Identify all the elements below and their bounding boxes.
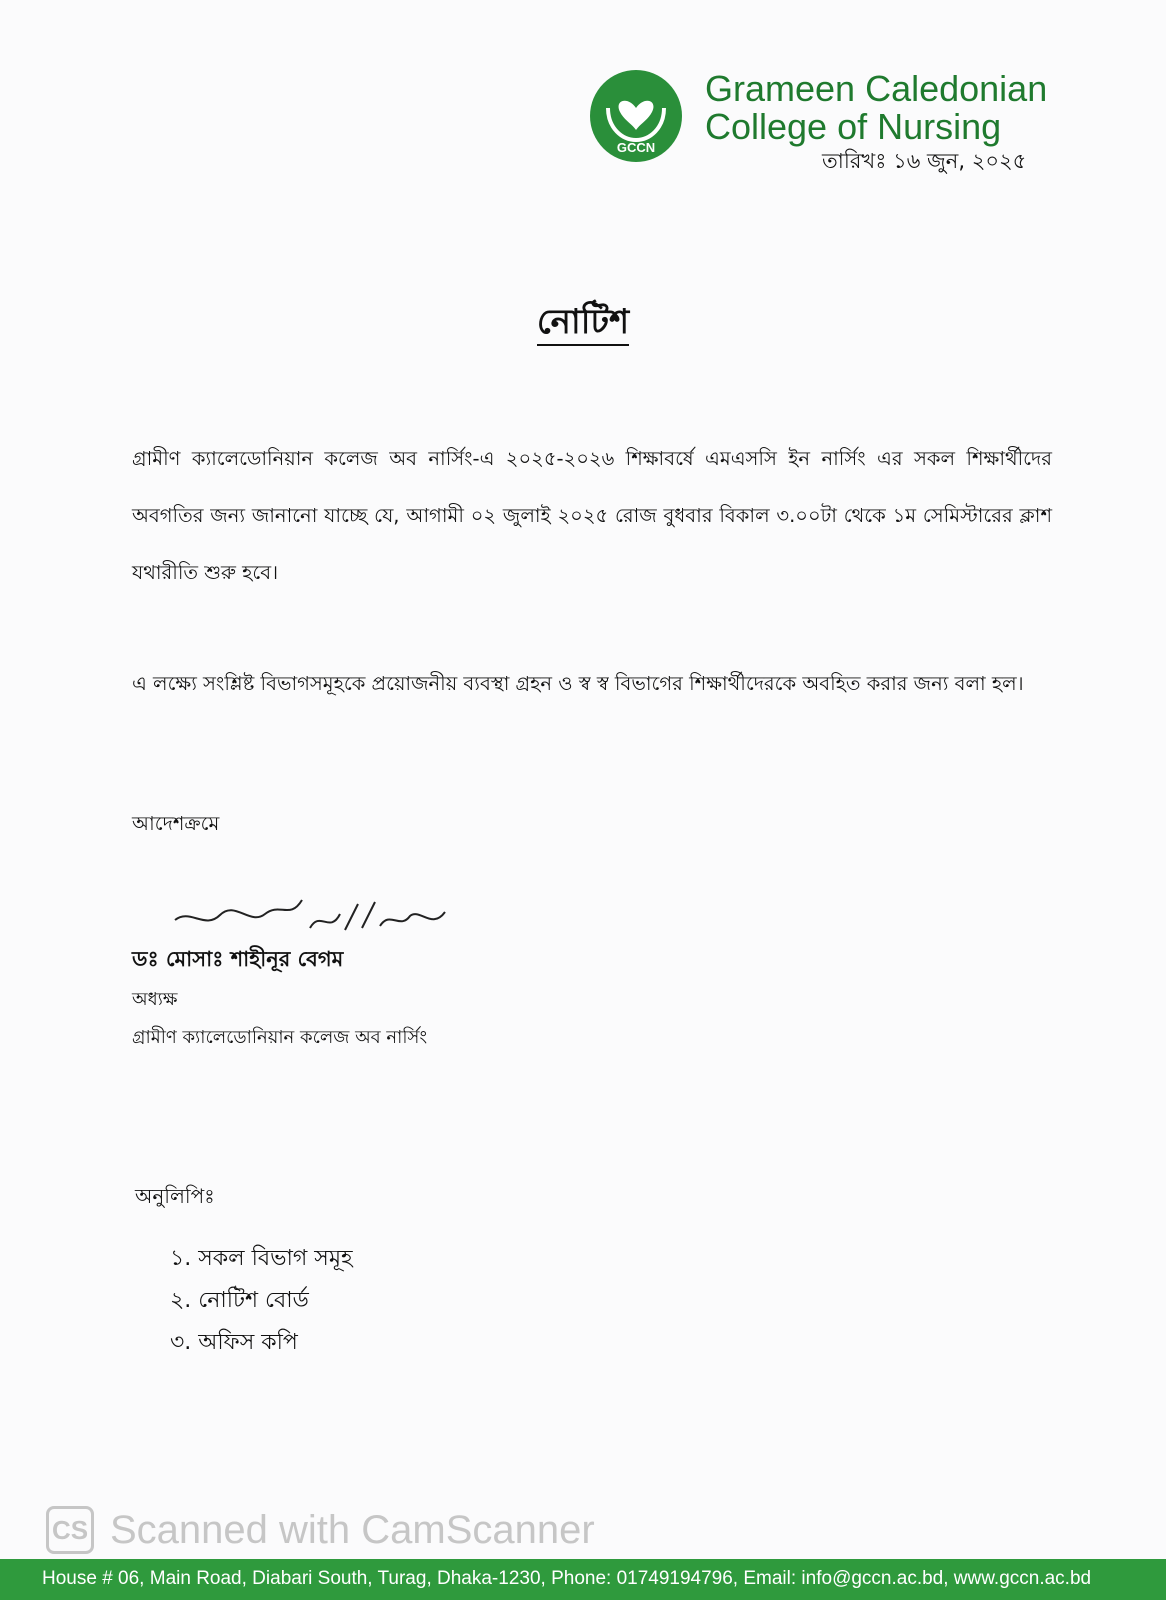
notice-date: তারিখঃ ১৬ জুন, ২০২৫ (822, 149, 1027, 173)
signatory-designation: অধ্যক্ষ (132, 989, 178, 1010)
signatory-name: ডঃ মোসাঃ শাহীনূর বেগম (132, 947, 344, 971)
copies-item: ২. নোটিশ বোর্ড (170, 1288, 309, 1313)
logo-text: GCCN (616, 140, 656, 155)
copies-label: অনুলিপিঃ (135, 1184, 215, 1208)
footer-bar (0, 1559, 1166, 1600)
signatory-institution: গ্রামীণ ক্যালেডোনিয়ান কলেজ অব নার্সিং (132, 1027, 428, 1048)
college-name (705, 70, 1047, 146)
college-name-line2: College of Nursing (705, 106, 1002, 147)
scanner-watermark-text: Scanned with CamScanner (110, 1507, 595, 1552)
copies-list (170, 1238, 353, 1364)
college-name-line1: Grameen Caledonian (705, 68, 1048, 109)
notice-paragraph-1: গ্রামীণ ক্যালেডোনিয়ান কলেজ অব নার্সিং-এ ২০২৫-২০২৬ শিক্ষাবর্ষে এমএসসি ইন নার্সিং এর সকল শিক্ষার্থীদের অবগতির জন্য জানানো যাচ্ছে যে, আগামী ০২ জুলাই ২০২৫ রোজ বুধবার বিকাল ৩.০০টা থেকে ১ম সেমিস্টারের ক্লাশ যথারীতি শুরু হবে। (132, 447, 1052, 584)
notice-title (0, 296, 1166, 353)
notice-title-text: নোটিশ (537, 302, 629, 346)
handwritten-signature (170, 890, 470, 950)
camscanner-icon: CS (46, 1506, 94, 1554)
notice-paragraph-2: এ লক্ষ্যে সংশ্লিষ্ট বিভাগসমূহকে প্রয়োজনীয় ব্যবস্থা গ্রহন ও স্ব স্ব বিভাগের শিক্ষার্থীদেরকে অবহিত করার জন্য বলা হল। (132, 672, 1024, 695)
copies-item: ১. সকল বিভাগ সমূহ (170, 1246, 353, 1271)
footer-contact: House # 06, Main Road, Diabari South, Turag, Dhaka-1230, Phone: 01749194796, Email: info@gccn.ac.bd, www.gccn.ac.bd (42, 1568, 1092, 1589)
copies-item: ৩. অফিস কপি (170, 1330, 298, 1355)
order-line: আদেশক্রমে (132, 812, 220, 835)
scanner-watermark (46, 1506, 595, 1554)
college-logo (588, 68, 684, 164)
